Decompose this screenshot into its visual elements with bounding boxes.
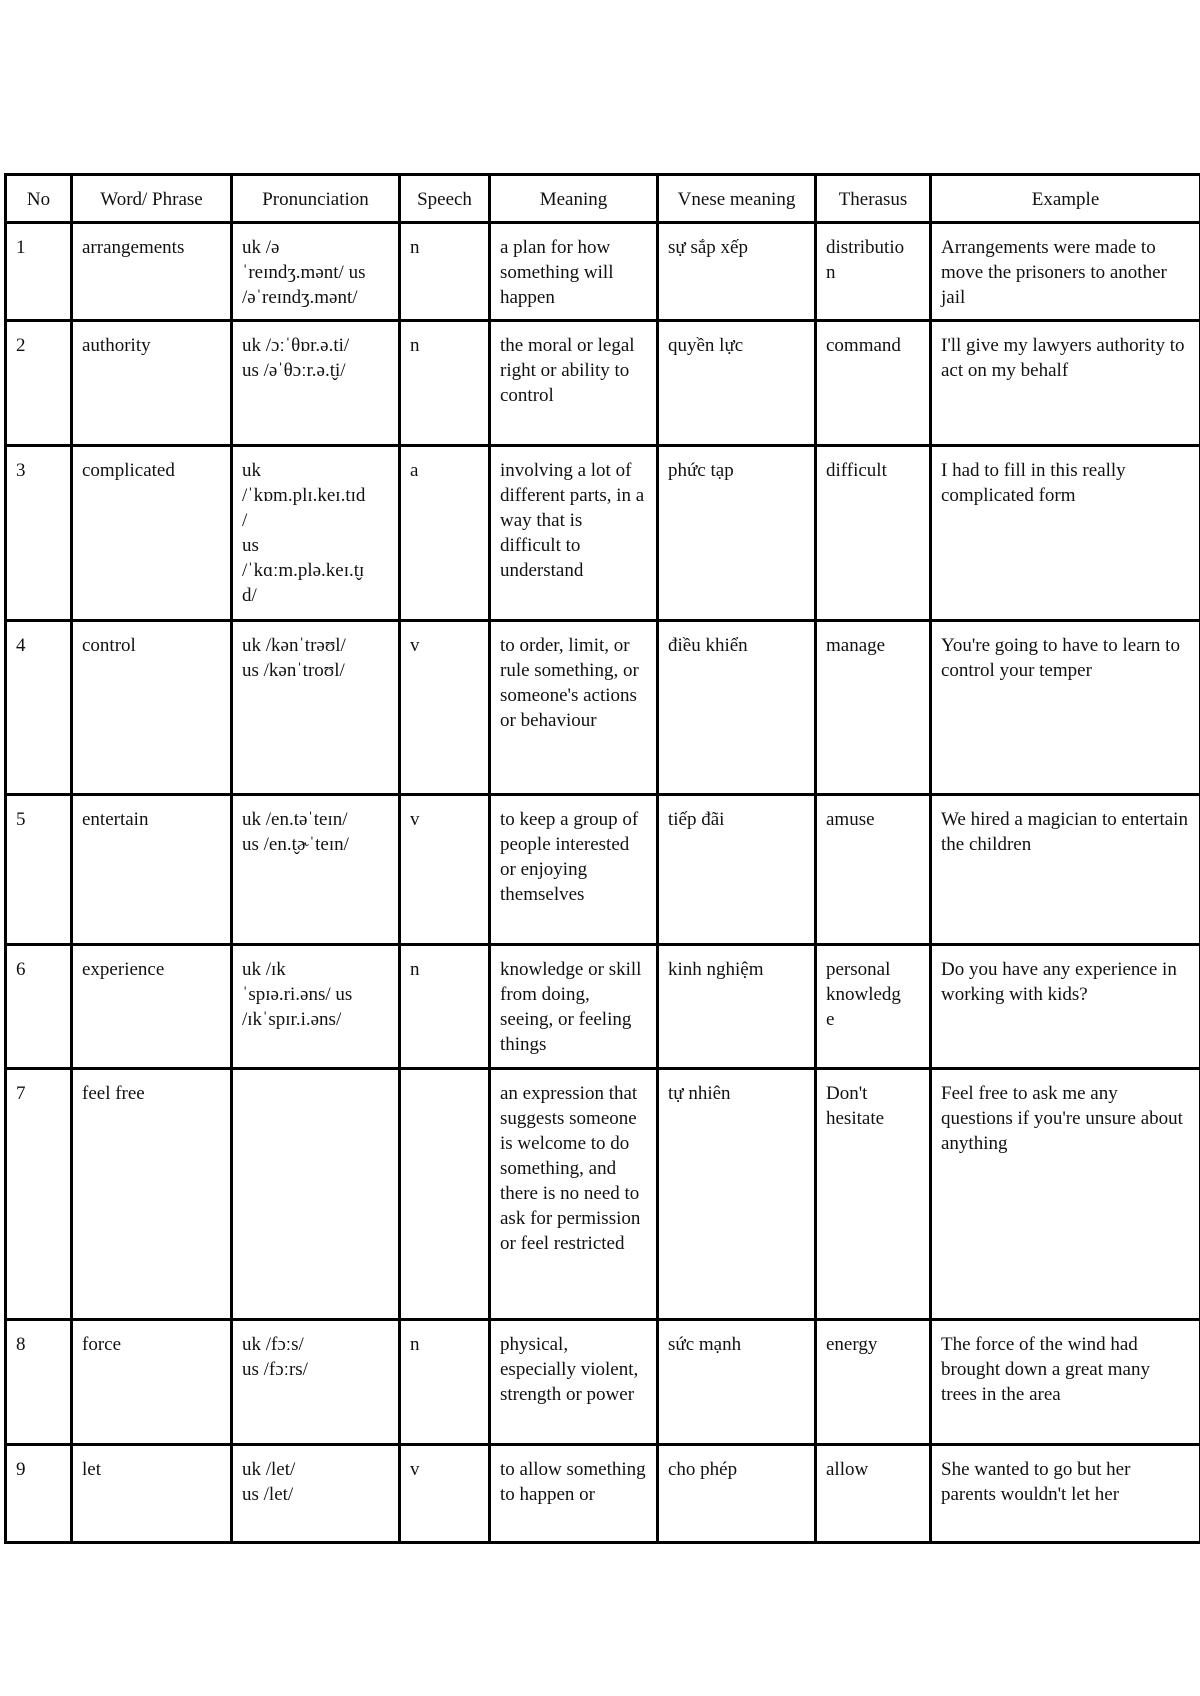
cell-meaning: the moral or legal right or ability to control	[490, 321, 658, 446]
cell-pronunciation: uk /ə ˈreɪndʒ.mənt/ us /əˈreɪndʒ.mənt/	[232, 223, 400, 321]
cell-vnese-meaning: cho phép	[658, 1445, 816, 1543]
cell-pronunciation: uk /ɔːˈθɒr.ə.ti/ us /əˈθɔːr.ə.t̬i/	[232, 321, 400, 446]
cell-speech: v	[400, 795, 490, 945]
cell-vnese-meaning: sự sắp xếp	[658, 223, 816, 321]
table-row	[6, 223, 1200, 321]
cell-speech: n	[400, 945, 490, 1069]
table-row	[6, 446, 1200, 621]
cell-example: I had to fill in this really complicated form	[931, 446, 1200, 621]
cell-vnese-meaning: tiếp đãi	[658, 795, 816, 945]
cell-pronunciation: uk /kənˈtrəʊl/ us /kənˈtroʊl/	[232, 621, 400, 795]
cell-thesaurus: difficult	[816, 446, 931, 621]
cell-no: 9	[6, 1445, 72, 1543]
cell-meaning: knowledge or skill from doing, seeing, or feeling things	[490, 945, 658, 1069]
cell-vnese-meaning: sức mạnh	[658, 1320, 816, 1445]
cell-thesaurus: command	[816, 321, 931, 446]
cell-no: 6	[6, 945, 72, 1069]
header-no: No	[6, 175, 72, 223]
cell-word: feel free	[72, 1069, 232, 1320]
cell-example: We hired a magician to entertain the children	[931, 795, 1200, 945]
cell-thesaurus: amuse	[816, 795, 931, 945]
table-row	[6, 1445, 1200, 1543]
cell-vnese-meaning: điều khiển	[658, 621, 816, 795]
cell-speech: a	[400, 446, 490, 621]
table-row	[6, 945, 1200, 1069]
cell-no: 3	[6, 446, 72, 621]
header-thesaurus: Therasus	[816, 175, 931, 223]
cell-meaning: an expression that suggests someone is welcome to do something, and there is no need to ask for permission or feel restricted	[490, 1069, 658, 1320]
cell-speech: v	[400, 1445, 490, 1543]
table-row	[6, 795, 1200, 945]
cell-no: 2	[6, 321, 72, 446]
cell-vnese-meaning: tự nhiên	[658, 1069, 816, 1320]
table-row	[6, 1069, 1200, 1320]
header-row	[6, 175, 1200, 223]
cell-word: control	[72, 621, 232, 795]
cell-example: You're going to have to learn to control your temper	[931, 621, 1200, 795]
cell-thesaurus: energy	[816, 1320, 931, 1445]
cell-word: let	[72, 1445, 232, 1543]
cell-speech: n	[400, 1320, 490, 1445]
cell-no: 7	[6, 1069, 72, 1320]
cell-speech: n	[400, 321, 490, 446]
cell-pronunciation: uk /let/ us /let/	[232, 1445, 400, 1543]
table-row	[6, 1320, 1200, 1445]
header-vnese-meaning: Vnese meaning	[658, 175, 816, 223]
cell-example: Feel free to ask me any questions if you're unsure about anything	[931, 1069, 1200, 1320]
cell-thesaurus: allow	[816, 1445, 931, 1543]
cell-thesaurus: distributio n	[816, 223, 931, 321]
vocabulary-sheet	[4, 173, 1199, 1544]
cell-speech: v	[400, 621, 490, 795]
cell-example: She wanted to go but her parents wouldn't let her	[931, 1445, 1200, 1543]
header-example: Example	[931, 175, 1200, 223]
cell-word: authority	[72, 321, 232, 446]
vocabulary-table	[4, 173, 1200, 1544]
table-row	[6, 321, 1200, 446]
cell-meaning: to allow something to happen or	[490, 1445, 658, 1543]
cell-vnese-meaning: quyền lực	[658, 321, 816, 446]
cell-no: 4	[6, 621, 72, 795]
cell-no: 5	[6, 795, 72, 945]
cell-example: I'll give my lawyers authority to act on my behalf	[931, 321, 1200, 446]
cell-example: The force of the wind had brought down a great many trees in the area	[931, 1320, 1200, 1445]
cell-word: experience	[72, 945, 232, 1069]
cell-meaning: to order, limit, or rule something, or someone's actions or behaviour	[490, 621, 658, 795]
cell-pronunciation: uk /ˈkɒm.plɪ.keɪ.tɪd / us /ˈkɑːm.plə.keɪ.t̬ɪ d/	[232, 446, 400, 621]
cell-pronunciation: uk /fɔːs/ us /fɔːrs/	[232, 1320, 400, 1445]
header-meaning: Meaning	[490, 175, 658, 223]
cell-word: complicated	[72, 446, 232, 621]
cell-word: entertain	[72, 795, 232, 945]
cell-example: Do you have any experience in working with kids?	[931, 945, 1200, 1069]
cell-meaning: a plan for how something will happen	[490, 223, 658, 321]
cell-speech	[400, 1069, 490, 1320]
cell-speech: n	[400, 223, 490, 321]
table-row	[6, 621, 1200, 795]
cell-thesaurus: Don't hesitate	[816, 1069, 931, 1320]
cell-thesaurus: personal knowledg e	[816, 945, 931, 1069]
cell-word: arrangements	[72, 223, 232, 321]
cell-thesaurus: manage	[816, 621, 931, 795]
header-word: Word/ Phrase	[72, 175, 232, 223]
header-pronunciation: Pronunciation	[232, 175, 400, 223]
cell-word: force	[72, 1320, 232, 1445]
cell-vnese-meaning: phức tạp	[658, 446, 816, 621]
cell-pronunciation	[232, 1069, 400, 1320]
cell-vnese-meaning: kinh nghiệm	[658, 945, 816, 1069]
cell-pronunciation: uk /ɪk ˈspɪə.ri.əns/ us /ɪkˈspɪr.i.əns/	[232, 945, 400, 1069]
cell-pronunciation: uk /en.təˈteɪn/ us /en.t̬ɚˈteɪn/	[232, 795, 400, 945]
cell-no: 1	[6, 223, 72, 321]
header-speech: Speech	[400, 175, 490, 223]
cell-meaning: involving a lot of different parts, in a way that is difficult to understand	[490, 446, 658, 621]
cell-meaning: to keep a group of people interested or enjoying themselves	[490, 795, 658, 945]
cell-meaning: physical, especially violent, strength or power	[490, 1320, 658, 1445]
cell-no: 8	[6, 1320, 72, 1445]
cell-example: Arrangements were made to move the prisoners to another jail	[931, 223, 1200, 321]
